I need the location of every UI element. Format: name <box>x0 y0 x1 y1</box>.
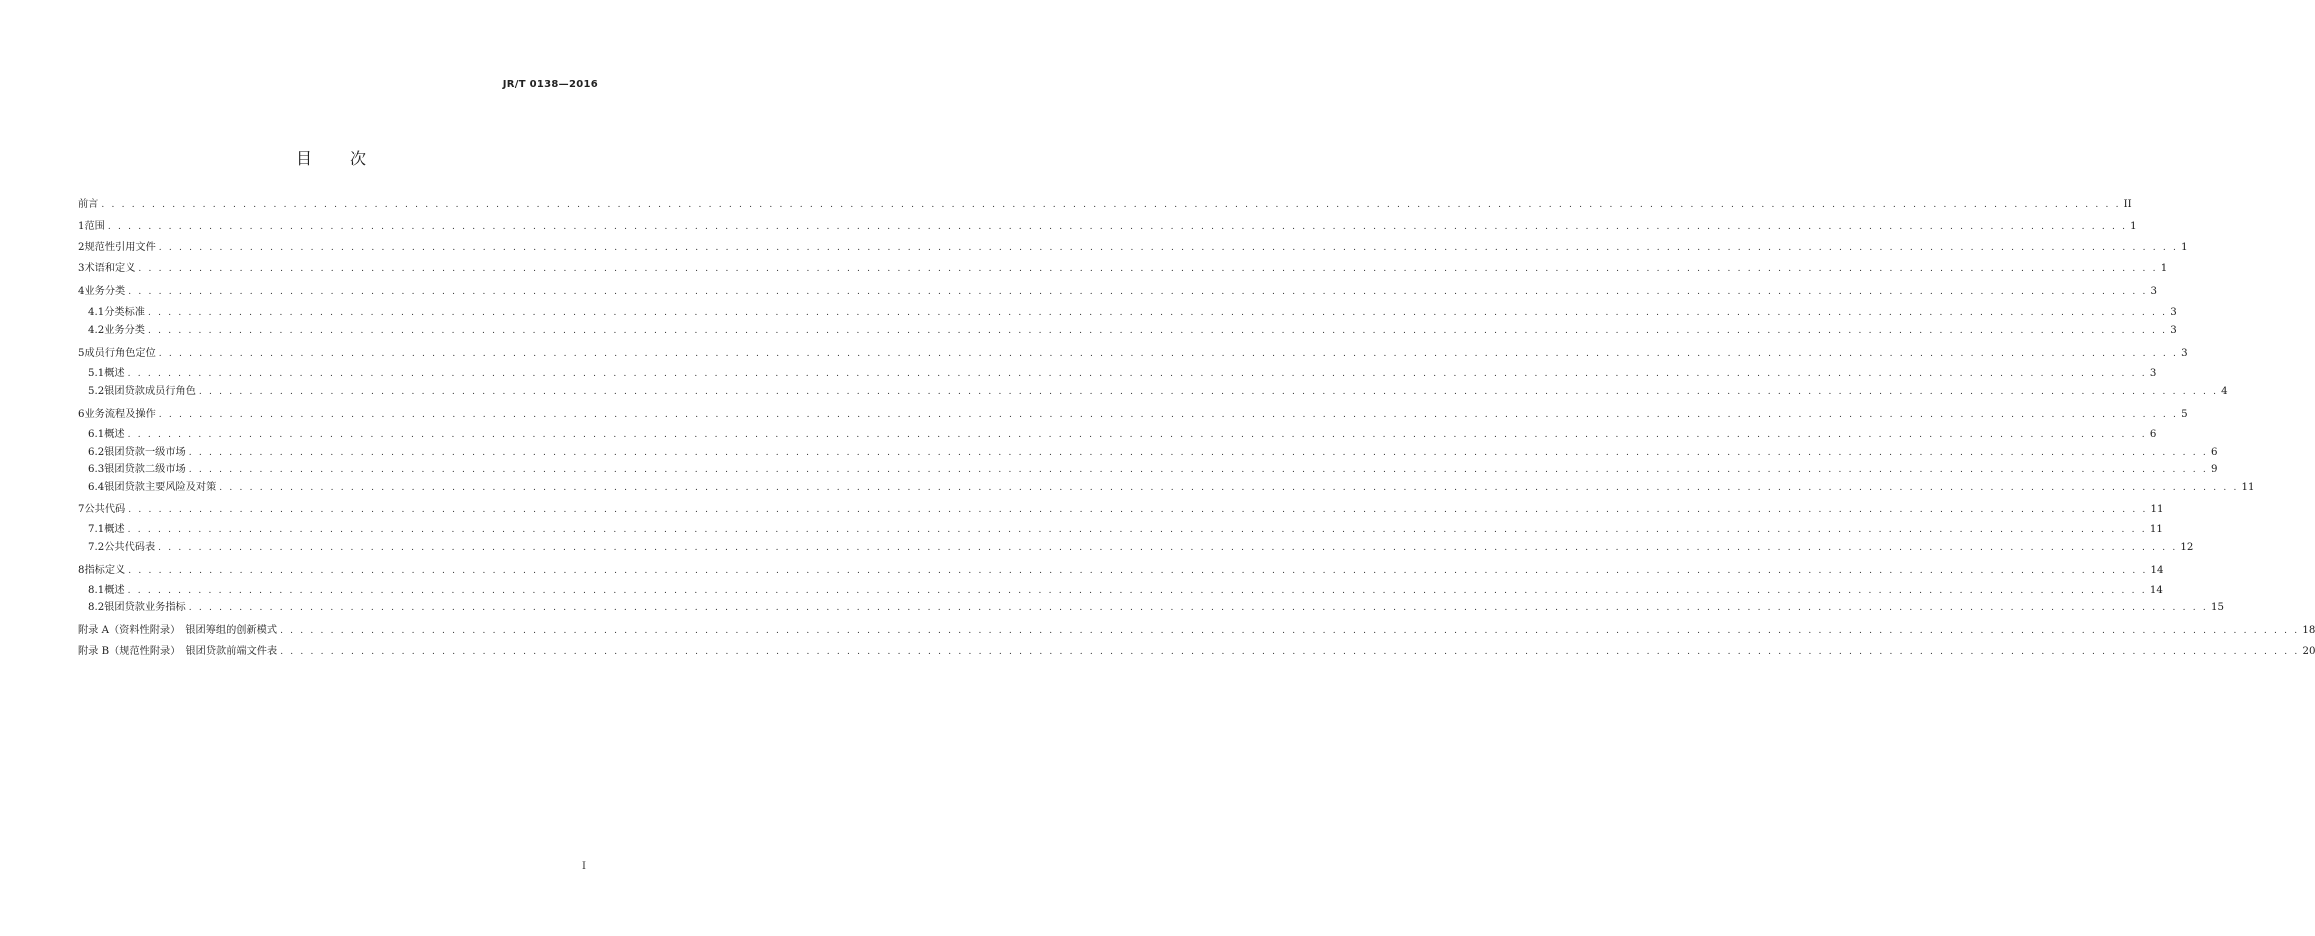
toc-entry[interactable] <box>78 347 2188 361</box>
toc-entry[interactable] <box>78 408 2188 422</box>
toc-entry-label: 银团贷款成员行角色 <box>104 386 196 397</box>
toc-entry[interactable] <box>78 220 2137 234</box>
toc-dot-leader: . . . . . . . . . . . . . . . . . . . . . . . . . . . . . . . . . . . . . . . . . . . . . . . . . . . . . . . . . . . . . . . . . . . . . . . . . . . . . . . . . . . . . . . . . . . . . . . . . . . . . . . . . . . . . . . . . . . . . . . . . . . . . . . . . . . . . . . . . . . . . . . . . . . . . . . . . . . . . . . . . . . . . . . . . . . . . . . . . . . . . . . . . . . . . . . . . . . . . . . . <box>147 308 2168 318</box>
toc-entry-page-number: 1 <box>2130 221 2137 232</box>
toc-entry-label: 概述 <box>104 585 125 596</box>
toc-dot-leader: . . . . . . . . . . . . . . . . . . . . . . . . . . . . . . . . . . . . . . . . . . . . . . . . . . . . . . . . . . . . . . . . . . . . . . . . . . . . . . . . . . . . . . . . . . . . . . . . . . . . . . . . . . . . . . . . . . . . . . . . . . . . . . . . . . . . . . . . . . . . . . . . . . . . . . . . . . . . . . . . . . . . . . . . . . . . . . . . . . . . . . . . . . . . . . . . . . . . . . . . <box>128 287 2148 297</box>
toc-entry-number: 3 <box>78 263 85 274</box>
toc-dot-leader: . . . . . . . . . . . . . . . . . . . . . . . . . . . . . . . . . . . . . . . . . . . . . . . . . . . . . . . . . . . . . . . . . . . . . . . . . . . . . . . . . . . . . . . . . . . . . . . . . . . . . . . . . . . . . . . . . . . . . . . . . . . . . . . . . . . . . . . . . . . . . . . . . . . . . . . . . . . . . . . . . . . . . . . . . . . . . . . . . . . . . . . . . . . . . . . . . . . . . . . . <box>127 430 2147 440</box>
toc-entry[interactable] <box>88 541 2194 555</box>
toc-entry-number: 8 <box>78 565 85 576</box>
toc-entry[interactable] <box>88 463 2218 477</box>
toc-title-char-2: 次 <box>350 149 367 168</box>
toc-entry-number: 2 <box>78 242 85 253</box>
toc-entry-number: 6 <box>78 409 85 420</box>
toc-dot-leader: . . . . . . . . . . . . . . . . . . . . . . . . . . . . . . . . . . . . . . . . . . . . . . . . . . . . . . . . . . . . . . . . . . . . . . . . . . . . . . . . . . . . . . . . . . . . . . . . . . . . . . . . . . . . . . . . . . . . . . . . . . . . . . . . . . . . . . . . . . . . . . . . . . . . . . . . . . . . . . . . . . . . . . . . . . . . . . . . . . . . . . . . . . . . . . . . . . . . . . . . <box>188 603 2208 613</box>
toc-entry-number: 4.2 <box>88 325 105 336</box>
toc-entry-label: 概述 <box>104 429 125 440</box>
toc-entry-label: 附录 B（规范性附录） 银团贷款前端文件表 <box>78 646 278 657</box>
toc-entry-label: 成员行角色定位 <box>84 348 156 359</box>
toc-entry-page-number: 3 <box>2170 307 2177 318</box>
toc-dot-leader: . . . . . . . . . . . . . . . . . . . . . . . . . . . . . . . . . . . . . . . . . . . . . . . . . . . . . . . . . . . . . . . . . . . . . . . . . . . . . . . . . . . . . . . . . . . . . . . . . . . . . . . . . . . . . . . . . . . . . . . . . . . . . . . . . . . . . . . . . . . . . . . . . . . . . . . . . . . . . . . . . . . . . . . . . . . . . . . . . . . . . . . . . . . . . . . . . . . . . . . . <box>219 483 2239 493</box>
toc-entry-page-number: 1 <box>2181 242 2188 253</box>
toc-entry[interactable] <box>78 503 2164 517</box>
toc-entry-number: 6.2 <box>88 447 105 458</box>
toc-entry-label: 概述 <box>104 524 125 535</box>
toc-entry-page-number: 18 <box>2302 625 2315 636</box>
toc-dot-leader: . . . . . . . . . . . . . . . . . . . . . . . . . . . . . . . . . . . . . . . . . . . . . . . . . . . . . . . . . . . . . . . . . . . . . . . . . . . . . . . . . . . . . . . . . . . . . . . . . . . . . . . . . . . . . . . . . . . . . . . . . . . . . . . . . . . . . . . . . . . . . . . . . . . . . . . . . . . . . . . . . . . . . . . . . . . . . . . . . . . . . . . . . . . . . . . . . . . . . . . . <box>107 222 2128 232</box>
toc-entry-page-number: 12 <box>2180 542 2194 553</box>
toc-entry[interactable] <box>78 198 2132 212</box>
toc-entry[interactable] <box>88 481 2255 495</box>
toc-dot-leader: . . . . . . . . . . . . . . . . . . . . . . . . . . . . . . . . . . . . . . . . . . . . . . . . . . . . . . . . . . . . . . . . . . . . . . . . . . . . . . . . . . . . . . . . . . . . . . . . . . . . . . . . . . . . . . . . . . . . . . . . . . . . . . . . . . . . . . . . . . . . . . . . . . . . . . . . . . . . . . . . . . . . . . . . . . . . . . . . . . . . . . . . . . . . . . . . . . . . . . . . <box>128 566 2148 576</box>
toc-dot-leader: . . . . . . . . . . . . . . . . . . . . . . . . . . . . . . . . . . . . . . . . . . . . . . . . . . . . . . . . . . . . . . . . . . . . . . . . . . . . . . . . . . . . . . . . . . . . . . . . . . . . . . . . . . . . . . . . . . . . . . . . . . . . . . . . . . . . . . . . . . . . . . . . . . . . . . . . . . . . . . . . . . . . . . . . . . . . . . . . . . . . . . . . . . . . . . . . . . . . . . . . <box>158 243 2179 253</box>
toc-entry-number: 7 <box>78 504 85 515</box>
toc-entry-page-number: 3 <box>2150 286 2157 297</box>
toc-dot-leader: . . . . . . . . . . . . . . . . . . . . . . . . . . . . . . . . . . . . . . . . . . . . . . . . . . . . . . . . . . . . . . . . . . . . . . . . . . . . . . . . . . . . . . . . . . . . . . . . . . . . . . . . . . . . . . . . . . . . . . . . . . . . . . . . . . . . . . . . . . . . . . . . . . . . . . . . . . . . . . . . . . . . . . . . . . . . . . . . . . . . . . . . . . . . . . . . . . . . . . . . <box>198 387 2219 397</box>
toc-entry-page-number: 14 <box>2150 565 2164 576</box>
toc-dot-leader: . . . . . . . . . . . . . . . . . . . . . . . . . . . . . . . . . . . . . . . . . . . . . . . . . . . . . . . . . . . . . . . . . . . . . . . . . . . . . . . . . . . . . . . . . . . . . . . . . . . . . . . . . . . . . . . . . . . . . . . . . . . . . . . . . . . . . . . . . . . . . . . . . . . . . . . . . . . . . . . . . . . . . . . . . . . . . . . . . . . . . . . . . . . . . . . . . . . . . . . . <box>280 626 2300 636</box>
toc-entry-number: 5.1 <box>88 368 105 379</box>
toc-entry-number: 5.2 <box>88 386 105 397</box>
toc-entry-page-number: 3 <box>2149 368 2157 379</box>
toc-entry-page-number: 9 <box>2210 464 2218 475</box>
toc-entry-page-number: 3 <box>2170 325 2177 336</box>
toc-entry-number: 5 <box>78 348 85 359</box>
toc-entry-label: 业务流程及操作 <box>84 409 156 420</box>
toc-title-char-1: 目 <box>295 149 312 168</box>
toc-entry-number: 6.1 <box>88 429 105 440</box>
toc-dot-leader: . . . . . . . . . . . . . . . . . . . . . . . . . . . . . . . . . . . . . . . . . . . . . . . . . . . . . . . . . . . . . . . . . . . . . . . . . . . . . . . . . . . . . . . . . . . . . . . . . . . . . . . . . . . . . . . . . . . . . . . . . . . . . . . . . . . . . . . . . . . . . . . . . . . . . . . . . . . . . . . . . . . . . . . . . . . . . . . . . . . . . . . . . . . . . . . . . . . . . . . . <box>127 525 2147 535</box>
toc-entry-number: 1 <box>78 221 85 232</box>
toc-entry-page-number: 11 <box>2150 504 2164 515</box>
toc-entry-page-number: 1 <box>2160 263 2168 274</box>
toc-entry-page-number: 3 <box>2181 348 2188 359</box>
toc-entry[interactable] <box>88 584 2163 598</box>
toc-dot-leader: . . . . . . . . . . . . . . . . . . . . . . . . . . . . . . . . . . . . . . . . . . . . . . . . . . . . . . . . . . . . . . . . . . . . . . . . . . . . . . . . . . . . . . . . . . . . . . . . . . . . . . . . . . . . . . . . . . . . . . . . . . . . . . . . . . . . . . . . . . . . . . . . . . . . . . . . . . . . . . . . . . . . . . . . . . . . . . . . . . . . . . . . . . . . . . . . . . . . . . . . <box>128 505 2148 515</box>
toc-dot-leader: . . . . . . . . . . . . . . . . . . . . . . . . . . . . . . . . . . . . . . . . . . . . . . . . . . . . . . . . . . . . . . . . . . . . . . . . . . . . . . . . . . . . . . . . . . . . . . . . . . . . . . . . . . . . . . . . . . . . . . . . . . . . . . . . . . . . . . . . . . . . . . . . . . . . . . . . . . . . . . . . . . . . . . . . . . . . . . . . . . . . . . . . . . . . . . . . . . . . . . . . <box>127 586 2147 596</box>
toc-title <box>0 146 662 169</box>
toc-entry-label: 范围 <box>84 221 105 232</box>
toc-entry-page-number: 15 <box>2210 602 2224 613</box>
toc-entry-label: 业务分类 <box>84 286 126 297</box>
toc-entry[interactable] <box>88 601 2224 615</box>
toc-entry-label: 银团贷款二级市场 <box>104 464 186 475</box>
toc-entry-label: 指标定义 <box>84 565 126 576</box>
toc-entry-page-number: 11 <box>2149 524 2163 535</box>
toc-entry-number: 8.1 <box>88 585 105 596</box>
toc-entry-label: 银团贷款一级市场 <box>104 447 186 458</box>
toc-entry-number: 7.2 <box>88 542 105 553</box>
toc-entry[interactable] <box>78 645 2315 659</box>
toc-entry-page-number: 6 <box>2210 447 2218 458</box>
document-id-header: JR/T 0138—2016 <box>502 79 598 90</box>
toc-entry[interactable] <box>88 306 2177 320</box>
toc-dot-leader: . . . . . . . . . . . . . . . . . . . . . . . . . . . . . . . . . . . . . . . . . . . . . . . . . . . . . . . . . . . . . . . . . . . . . . . . . . . . . . . . . . . . . . . . . . . . . . . . . . . . . . . . . . . . . . . . . . . . . . . . . . . . . . . . . . . . . . . . . . . . . . . . . . . . . . . . . . . . . . . . . . . . . . . . . . . . . . . . . . . . . . . . . . . . . . . . . . . . . . . . <box>101 200 2121 210</box>
toc-entry-number: 8.2 <box>88 602 105 613</box>
toc-dot-leader: . . . . . . . . . . . . . . . . . . . . . . . . . . . . . . . . . . . . . . . . . . . . . . . . . . . . . . . . . . . . . . . . . . . . . . . . . . . . . . . . . . . . . . . . . . . . . . . . . . . . . . . . . . . . . . . . . . . . . . . . . . . . . . . . . . . . . . . . . . . . . . . . . . . . . . . . . . . . . . . . . . . . . . . . . . . . . . . . . . . . . . . . . . . . . . . . . . . . . . . . <box>158 543 2178 553</box>
toc-entry-page-number: 20 <box>2302 646 2315 657</box>
toc-entry[interactable] <box>78 285 2157 299</box>
toc-entry-number: 4.1 <box>88 307 105 318</box>
footer-page-number: I <box>582 861 586 872</box>
toc-dot-leader: . . . . . . . . . . . . . . . . . . . . . . . . . . . . . . . . . . . . . . . . . . . . . . . . . . . . . . . . . . . . . . . . . . . . . . . . . . . . . . . . . . . . . . . . . . . . . . . . . . . . . . . . . . . . . . . . . . . . . . . . . . . . . . . . . . . . . . . . . . . . . . . . . . . . . . . . . . . . . . . . . . . . . . . . . . . . . . . . . . . . . . . . . . . . . . . . . . . . . . . . <box>280 647 2300 657</box>
toc-entry[interactable] <box>88 446 2218 460</box>
toc-entry-label: 银团贷款主要风险及对策 <box>104 482 217 493</box>
toc-entry-number: 7.1 <box>88 524 105 535</box>
toc-entry-number: 4 <box>78 286 85 297</box>
toc-entry[interactable] <box>88 324 2177 338</box>
toc-entry-label: 附录 A（资料性附录） 银团筹组的创新模式 <box>78 625 278 636</box>
toc-entry[interactable] <box>78 262 2168 276</box>
toc-entry-page-number: 11 <box>2241 482 2255 493</box>
toc-entry[interactable] <box>88 385 2228 399</box>
toc-entry[interactable] <box>88 523 2163 537</box>
toc-dot-leader: . . . . . . . . . . . . . . . . . . . . . . . . . . . . . . . . . . . . . . . . . . . . . . . . . . . . . . . . . . . . . . . . . . . . . . . . . . . . . . . . . . . . . . . . . . . . . . . . . . . . . . . . . . . . . . . . . . . . . . . . . . . . . . . . . . . . . . . . . . . . . . . . . . . . . . . . . . . . . . . . . . . . . . . . . . . . . . . . . . . . . . . . . . . . . . . . . . . . . . . . <box>147 326 2168 336</box>
toc-entry-label: 公共代码表 <box>104 542 156 553</box>
toc-dot-leader: . . . . . . . . . . . . . . . . . . . . . . . . . . . . . . . . . . . . . . . . . . . . . . . . . . . . . . . . . . . . . . . . . . . . . . . . . . . . . . . . . . . . . . . . . . . . . . . . . . . . . . . . . . . . . . . . . . . . . . . . . . . . . . . . . . . . . . . . . . . . . . . . . . . . . . . . . . . . . . . . . . . . . . . . . . . . . . . . . . . . . . . . . . . . . . . . . . . . . . . . <box>127 369 2147 379</box>
toc-entry-page-number: 6 <box>2149 429 2157 440</box>
toc-entry-label: 前言 <box>78 199 99 210</box>
toc-dot-leader: . . . . . . . . . . . . . . . . . . . . . . . . . . . . . . . . . . . . . . . . . . . . . . . . . . . . . . . . . . . . . . . . . . . . . . . . . . . . . . . . . . . . . . . . . . . . . . . . . . . . . . . . . . . . . . . . . . . . . . . . . . . . . . . . . . . . . . . . . . . . . . . . . . . . . . . . . . . . . . . . . . . . . . . . . . . . . . . . . . . . . . . . . . . . . . . . . . . . . . . . <box>138 264 2158 274</box>
toc-entry-number: 6.4 <box>88 482 105 493</box>
toc-entry-page-number: 5 <box>2181 409 2188 420</box>
toc-entry-label: 银团贷款业务指标 <box>104 602 186 613</box>
toc-entry-page-number: 14 <box>2149 585 2163 596</box>
toc-dot-leader: . . . . . . . . . . . . . . . . . . . . . . . . . . . . . . . . . . . . . . . . . . . . . . . . . . . . . . . . . . . . . . . . . . . . . . . . . . . . . . . . . . . . . . . . . . . . . . . . . . . . . . . . . . . . . . . . . . . . . . . . . . . . . . . . . . . . . . . . . . . . . . . . . . . . . . . . . . . . . . . . . . . . . . . . . . . . . . . . . . . . . . . . . . . . . . . . . . . . . . . . <box>158 349 2179 359</box>
toc-entry-label: 业务分类 <box>104 325 145 336</box>
toc-dot-leader: . . . . . . . . . . . . . . . . . . . . . . . . . . . . . . . . . . . . . . . . . . . . . . . . . . . . . . . . . . . . . . . . . . . . . . . . . . . . . . . . . . . . . . . . . . . . . . . . . . . . . . . . . . . . . . . . . . . . . . . . . . . . . . . . . . . . . . . . . . . . . . . . . . . . . . . . . . . . . . . . . . . . . . . . . . . . . . . . . . . . . . . . . . . . . . . . . . . . . . . . <box>158 410 2179 420</box>
toc-entry-number: 6.3 <box>88 464 105 475</box>
toc-entry[interactable] <box>78 241 2188 255</box>
toc-dot-leader: . . . . . . . . . . . . . . . . . . . . . . . . . . . . . . . . . . . . . . . . . . . . . . . . . . . . . . . . . . . . . . . . . . . . . . . . . . . . . . . . . . . . . . . . . . . . . . . . . . . . . . . . . . . . . . . . . . . . . . . . . . . . . . . . . . . . . . . . . . . . . . . . . . . . . . . . . . . . . . . . . . . . . . . . . . . . . . . . . . . . . . . . . . . . . . . . . . . . . . . . <box>188 465 2208 475</box>
toc-entry-page-number: 4 <box>2221 386 2228 397</box>
toc-entry-page-number: II <box>2123 199 2132 210</box>
toc-entry[interactable] <box>88 428 2157 442</box>
toc-entry-label: 分类标准 <box>104 307 145 318</box>
toc-entry-label: 公共代码 <box>84 504 126 515</box>
toc-entry-label: 术语和定义 <box>84 263 136 274</box>
toc-entry[interactable] <box>88 367 2157 381</box>
toc-dot-leader: . . . . . . . . . . . . . . . . . . . . . . . . . . . . . . . . . . . . . . . . . . . . . . . . . . . . . . . . . . . . . . . . . . . . . . . . . . . . . . . . . . . . . . . . . . . . . . . . . . . . . . . . . . . . . . . . . . . . . . . . . . . . . . . . . . . . . . . . . . . . . . . . . . . . . . . . . . . . . . . . . . . . . . . . . . . . . . . . . . . . . . . . . . . . . . . . . . . . . . . . <box>188 448 2208 458</box>
toc-entry[interactable] <box>78 564 2164 578</box>
toc-entry[interactable] <box>78 624 2315 638</box>
toc-entry-label: 规范性引用文件 <box>84 242 156 253</box>
toc-entry-label: 概述 <box>104 368 125 379</box>
